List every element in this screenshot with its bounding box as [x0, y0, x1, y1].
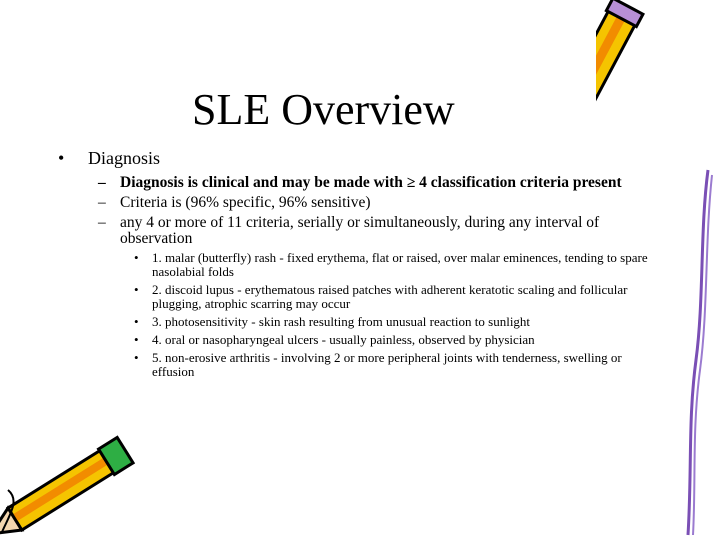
dash-marker: –: [98, 174, 106, 191]
criteria-text: 1. malar (butterfly) rash - fixed erythema, flat or raised, over malar eminences, tending to spare nasolabial folds: [152, 250, 648, 279]
criteria-item: [58, 251, 658, 279]
pencil-icon: [0, 430, 150, 540]
bullet-marker: •: [134, 350, 139, 365]
slide-title: SLE Overview: [192, 85, 455, 134]
sub-bullet-text: Criteria is (96% specific, 96% sensitive): [120, 194, 371, 211]
bullet-marker: •: [134, 250, 139, 265]
criteria-item: [58, 283, 658, 311]
slide-content: [58, 147, 658, 383]
bullet-marker: •: [134, 314, 139, 329]
criteria-text: 4. oral or nasopharyngeal ulcers - usually painless, observed by physician: [152, 332, 535, 347]
sub-bullet-clinical: [58, 175, 658, 191]
dash-marker: –: [98, 194, 106, 211]
bullet-marker: •: [134, 332, 139, 347]
sub-bullet-text: any 4 or more of 11 criteria, serially or simultaneously, during any interval of observation: [120, 214, 600, 247]
bullet-diagnosis: [58, 147, 658, 169]
sub-bullet-criteria: [58, 195, 658, 211]
bullet-marker: •: [134, 282, 139, 297]
bullet-text: Diagnosis: [88, 148, 160, 168]
sub-bullet-any-four: [58, 215, 658, 247]
criteria-text: 2. discoid lupus - erythematous raised patches with adherent keratotic scaling and follicular plugging, atrophic scarring may occur: [152, 282, 628, 311]
criteria-item: [58, 315, 658, 329]
criteria-text: 5. non-erosive arthritis - involving 2 or more peripheral joints with tenderness, swelling or effusion: [152, 350, 622, 379]
criteria-item: [58, 333, 658, 347]
criteria-item: [58, 351, 658, 379]
sub-bullet-text: Diagnosis is clinical and may be made with ≥ 4 classification criteria present: [120, 174, 622, 191]
bullet-marker: •: [58, 148, 65, 168]
dash-marker: –: [98, 214, 106, 231]
criteria-text: 3. photosensitivity - skin rash resulting from unusual reaction to sunlight: [152, 314, 531, 329]
criteria-list: [58, 251, 658, 379]
